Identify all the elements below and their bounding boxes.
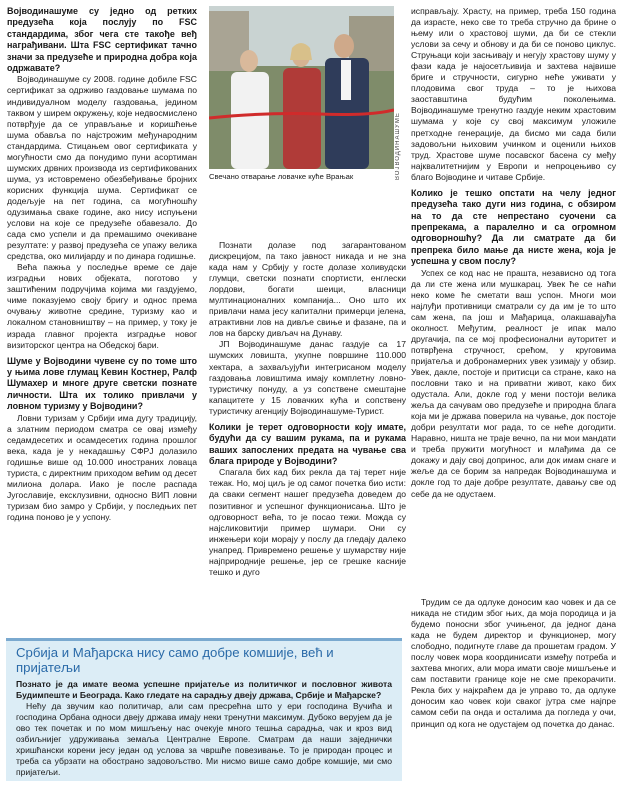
column-1 (7, 6, 197, 523)
interview-answer: Спагала бих кад бих рекла да тај терет није тежак. Но, мој циљ је од самог почетка био исти: да сваки сегмент нашег предузећа доведем до позитивног и успешног функционисања. Што је одговорност већа, то је посао тежи. Можда су најсликовитији пример шумари. Они су инжењери који морају у послу да гледају далеко унапред. Привремено решење у шумарству није најприродније решење, јер се грешке касније тешко и дуго (209, 467, 406, 577)
sidebar-box (6, 638, 402, 781)
box-title: Србија и Мађарска нису само добре комшије, већ и пријатељи (16, 645, 334, 675)
interview-answer: Трудим се да одлуке доносим као човек и да се никада не стидим због њих, да моја породица и ја будемо поносни због учињеног, да једног дана када не будем директор и функционер, могу слободно, подигнуте главе да прошетам градом. У послу човек мора координисати између потреба и захтева многих, али мора имати своје мишљење и сам поставити границе које не сме прекорачити. Рекла бих у најкраћем да је управо то, да одлуке доносим као човек који сваког јутра сме најпре самом себи па онда и осталима да погледа у очи, принцип од кога не одустајем од почетка до данас. (411, 597, 616, 729)
box-answer: Нећу да звучим као политичар, али сам пресрећна што у ери господина Вучића и господина Орбана односи двеју држава имају неки тренутни максимум. Дубоко верујем да је ово тек почетак и по мом мишљењу нас очекује много тешња сарадња, чак и кроз вид озбиљнијег удруживања земаља Централне Европе. Сматрам да наши заједнички хришћански корени јесу један од услова за чвршће повезивање. То је природан процес и треба са убрзати на обострано задовољство. Ми нисмо више само добре комшије, ми смо пријатељи. (16, 701, 392, 777)
interview-question: Војводинашуме су једно од ретких предузећа која послују по FSC стандардима, због чега сте такође веђ награђивани. Шта FSC сертификат тачно значи за предузеће и природна добра која одржавате? (7, 6, 198, 74)
interview-answer: Већа пажња у последње време се даје изградњи нових објеката, поготово у заштићеним подручјима којима ми газдујемо, чиме показујемо своју бригу и однос према очувању животне средине, туризму као и локалном становништву – на пример, у току је израда главног пројекта изградње новог визиторског центра на Обедској бари. (7, 262, 197, 350)
column-3-continued (411, 597, 616, 730)
interview-answer: Познати долазе под загарантованом дискрецијом, па тако јавност никада и не зна када нам у Србију у госте долазе холивудски глумци, светски познати спортисти, енглески лордови, богати шеици, власници мултинационалних компанија... Оно што их привлачи нама јесу капитални примерци јелена, атрактивни лов на дивље свиње и фазане, па и лов на барску дивљач на Дунаву. (209, 240, 406, 339)
interview-answer: ЈП Војводинашуме данас газдује са 17 шумских ловишта, укупне површине 110.000 хектара, а захваљујући интегрисаном моделу газдовања ловиштима имају комплетну ловно-туристичку понуду, а уз сопствене смештајне капацитете у 15 ловачких кућа и сопствену туристичку агенцију Војводинашуме-Турист. (209, 339, 406, 416)
interview-answer: исправљају. Храсту, на пример, треба 150 година да израсте, неко све то треба стручно да брине о њему или о храстовој шуми, да би се стекли услови за сечу и обнову и да би се поново циклус. Струњаци који засњивају и негују храстову шуму у фази када је најосетљивија и захтева највише бриге и стручности, сигурно неће уживати у плодовима свог труда – то је њихова заоставштина будућим поколењима. Војводинашуме тренутно газдује неким храстовим шумама у које су свој максимум уложиле претходне генерације, да бисмо ми сада били задовољни њиховим учинком и оценили њихов труд. Храстове шуме посавског басена су међу најквалитетнијим у Европи и непроцењиво су благо Војводине и читаве Србије. (411, 6, 616, 182)
interview-question: Колико је тешко опстати на челу једног предузећа тако дуги низ година, с обзиром на то да сте непрестано суочени са препрекама, а паралелно и са огромном одговорношћу? Да ли сматрате да би препрека било мање да нисте жена, која је успешна у свом послу? (411, 187, 616, 267)
column-3 (411, 6, 616, 500)
interview-question: Колики је терет одговорности коју имате, будући да су вашим рукама, па и рукама ваших запослених предата на чување сва блага природе у Војводини? (209, 421, 406, 466)
ribbon-cutting-photo (209, 6, 394, 169)
box-question: Познато је да имате веома успешне пријатеље из политичког и пословног живота Будимпеште и Београда. Како гледате на сарадњу двеју држава, Србије и Мађарске? (16, 679, 392, 700)
photo-credit: ВОЈВОДИНАШУМЕ (395, 112, 401, 180)
interview-question: Шуме у Војводини чувене су по томе што у њима лове глумац Кевин Костнер, Ралф Шумахер и многе друге светски познате личности. Шта их толико привлачи у ловном туризму у Војводини? (7, 355, 197, 412)
interview-answer: Ловни туризам у Србији има дугу традицију, а златним периодом сматра се овај између седамдесетих и осамдесетих година прошлог века, када је у некадашњу СФРЈ долазило годишње више од 10.000 иностраних ловаца туриста, с директним приходом већим од десет милиона долара. Иако је после распада Југославије, ексклузивни, односно ВИП ловни туризам био замро у Србији, у последњих пет година поново је у успону. (7, 412, 197, 523)
photo-caption: Свечано отварање ловачке куће Врањак (209, 172, 354, 181)
interview-answer: Војводинашуме су 2008. године добиле FSC сертификат за одрживо газдовање шумама по индивидуалном моделу газдовања, једином таквом у ширем окружењу, које недвосмислено потврђује да се управљање и коришћење шума обавља по најстрожим међународним стандардима. Стицањем овог сертификата у могућности смо да понудимо пуни асортиман шумских дрвних производа из сертификованих шума, уз истовремено обезбеђивање бројних корисних функција шума. Сертификат се додељује на пет година, са могућношћу одузимања сваке године, ако нису испуњени услови на које се предузеће обавезало. До сада смо успели и да премашимо очекиване резултате: у развој предузећа се упажу велика средства, око милијарду и по динара годишње. (7, 74, 197, 262)
event-photo (209, 6, 394, 169)
interview-answer: Успех се код нас не прашта, независно од тога да ли сте жена или мушкарац. Увек ће се наћи неко коме ће сметати ваш успон. Многи мои најлуђи противници сматрали су да им је то што сам жена, па још и Мађарица, олакшавајућа околност. Међутим, реалност је ипак мало другачија, па се мој професионални ауторитет и потврђена стручност, срећом, у круговима пријатеља и добронамерних увек узимају у обзир. Увек, дакле, постоје и притисци са стране, како на пословни тако и на приватни живот, како бих одустала. Али, докле год у мени постоји велика жеља да сачувам ово предузеће и природна блага која ми је држава поверила на чување, док постоје добри резултати мог рада, то се неће догодити. Наравно, ништа не траје вечно, па ни мои мандати и треба пружити могућност и млађима да се докажу и дају свој допринос, али док имам снаге и жеље да се борим за напредак Војводинашума и докле год то даје добре резултате, давању све од себе да не одустаем. (411, 267, 616, 499)
column-2 (209, 240, 406, 578)
